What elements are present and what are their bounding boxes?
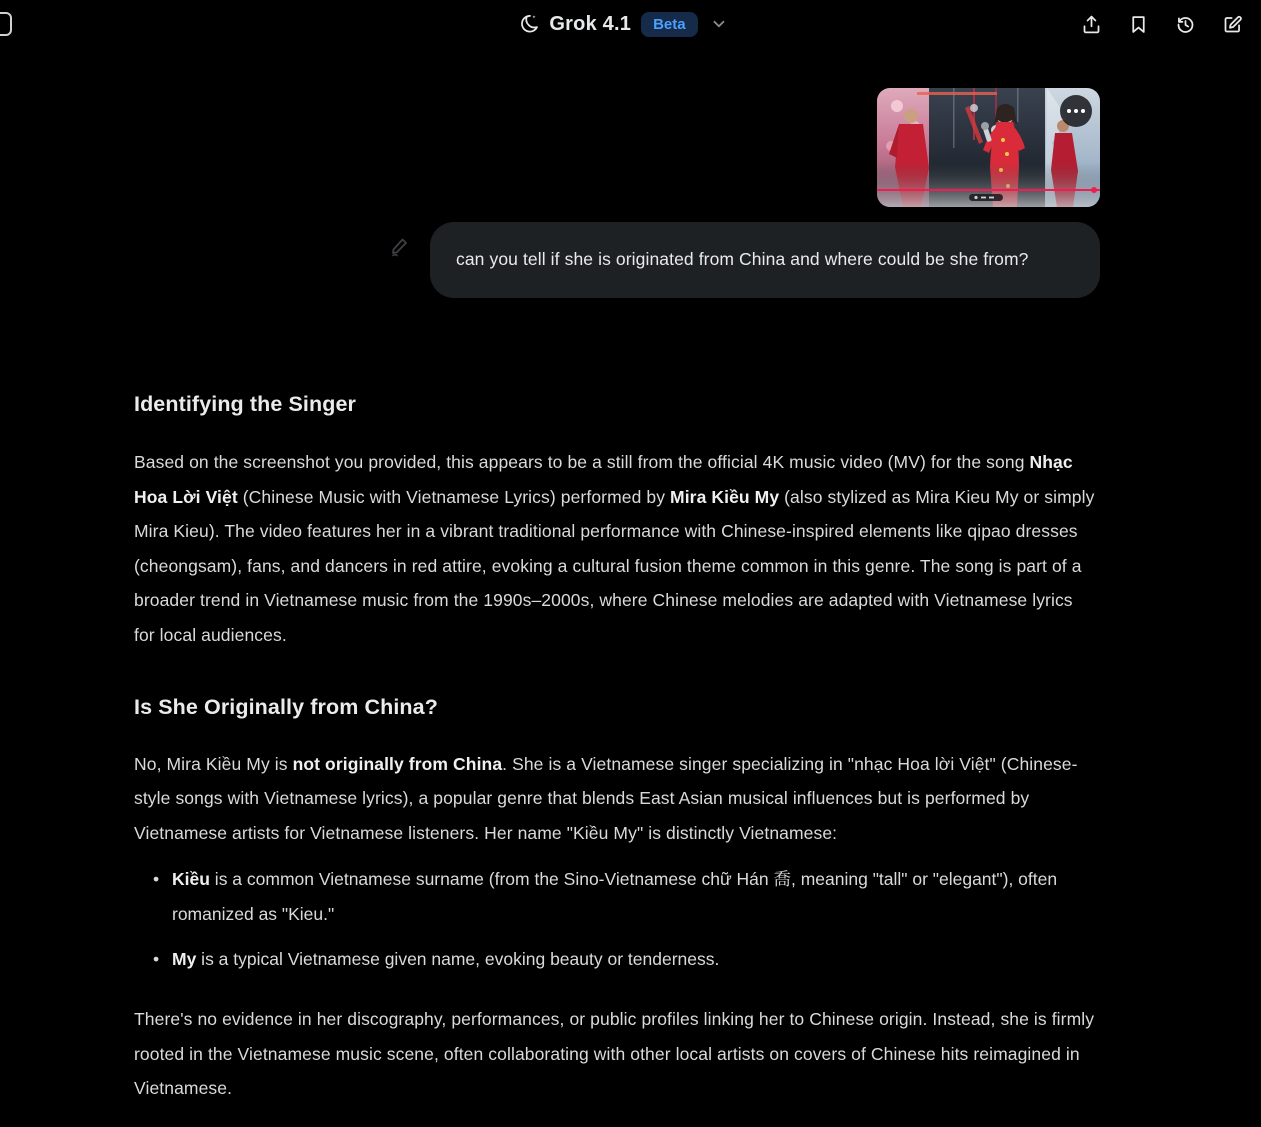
response-paragraph: There's no evidence in her discography, performances, or public profiles linking her to Chinese origin. Instead, she is firmly rooted in the Vietnamese music scene, often collaborating with other local artists on covers of Chinese hits reimagined in Vietnamese. <box>134 1009 1095 1099</box>
header-actions <box>1081 0 1243 48</box>
beta-badge: Beta <box>641 12 698 37</box>
list-item: • My is a typical Vietnamese given name, evoking beauty or tenderness. <box>134 942 1096 977</box>
share-icon[interactable] <box>1081 14 1102 35</box>
user-message-bubble[interactable]: can you tell if she is originated from China and where could be she from? <box>430 222 1100 298</box>
model-selector[interactable] <box>517 0 727 48</box>
section-heading: Is She Originally from China? <box>134 694 438 719</box>
response-paragraph: No, Mira Kiều My is not originally from China. She is a Vietnamese singer specializing in "nhạc Hoa lời Việt" (Chinese-style songs with Vietnamese lyrics), a popular genre that blends East Asian musical influences but is performed by Vietnamese artists for Vietnamese listeners. Her name "Kiều My" is distinctly Vietnamese: <box>134 753 1078 843</box>
chevron-down-icon <box>710 15 728 33</box>
edit-message-icon[interactable] <box>388 234 412 258</box>
assistant-response <box>134 392 1096 1106</box>
section-heading: Identifying the Singer <box>134 392 356 416</box>
sidebar-toggle-icon[interactable] <box>0 12 12 36</box>
bookmark-icon[interactable] <box>1128 14 1149 35</box>
compose-icon[interactable] <box>1222 14 1243 35</box>
model-title: Grok 4.1 <box>549 12 632 35</box>
user-message-row <box>388 222 1100 298</box>
history-icon[interactable] <box>1175 14 1196 35</box>
moon-icon <box>517 13 539 35</box>
top-bar <box>0 0 1261 48</box>
bullet-list <box>134 862 1096 976</box>
attached-image-thumbnail[interactable] <box>877 88 1100 207</box>
response-paragraph: Based on the screenshot you provided, this appears to be a still from the official 4K music video (MV) for the song Nhạc Hoa Lời Việt (Chinese Music with Vietnamese Lyrics) performed by Mira Kiều My (also stylized as Mira Kieu My or simply Mira Kieu). The video features her in a vibrant traditional performance with Chinese-inspired elements like qipao dresses (cheongsam), fans, and dancers in red attire, evoking a cultural fusion theme common in this genre. The song is part of a broader trend in Vietnamese music from the 1990s–2000s, where Chinese melodies are adapted with Vietnamese lyrics for local audiences. <box>134 452 1095 645</box>
list-item: • Kiều is a common Vietnamese surname (from the Sino-Vietnamese chữ Hán 喬, meaning "tall" or "elegant"), often romanized as "Kieu." <box>134 862 1096 931</box>
image-more-options-button[interactable] <box>1060 95 1092 127</box>
video-progress-bar <box>877 189 1100 191</box>
